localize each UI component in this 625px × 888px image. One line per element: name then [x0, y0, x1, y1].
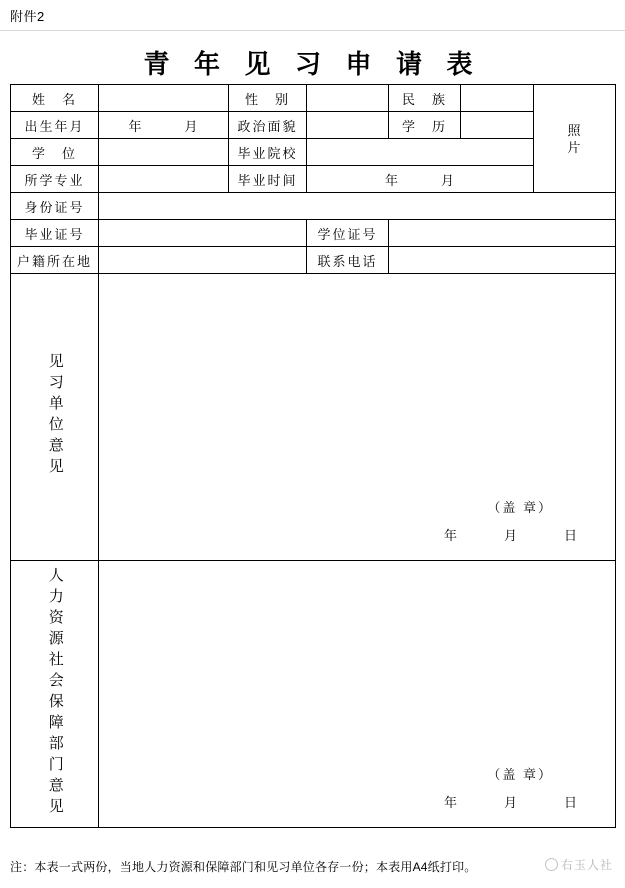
table-row — [11, 166, 616, 193]
table-row-opinion-hrss — [11, 561, 616, 828]
hrss-seal-text: （盖 章） — [487, 767, 553, 782]
header-divider — [0, 30, 625, 31]
hrss-opinion-area[interactable] — [99, 561, 616, 828]
ethnicity-label: 民 族 — [389, 85, 461, 112]
education-value[interactable] — [461, 112, 534, 139]
hrss-opinion-label-cell — [11, 561, 99, 828]
watermark-text: 右玉人社 — [560, 858, 613, 872]
degree-value[interactable] — [99, 139, 229, 166]
internship-unit-date-line: 年 月 日 — [443, 528, 579, 543]
table-row — [11, 220, 616, 247]
graduation-certificate-label: 毕业证号 — [11, 220, 99, 247]
name-value[interactable] — [99, 85, 229, 112]
page-title: 青 年 见 习 申 请 表 — [143, 50, 482, 79]
table-row — [11, 193, 616, 220]
photo-label: 照 片 — [567, 122, 582, 155]
application-form-table — [10, 84, 616, 828]
degree-label: 学 位 — [11, 139, 99, 166]
household-value[interactable] — [99, 247, 307, 274]
table-row — [11, 139, 616, 166]
internship-unit-opinion-label: 见习单位意见 — [46, 352, 64, 479]
graduation-certificate-value[interactable] — [99, 220, 307, 247]
attachment-label: 附件2 — [10, 9, 45, 24]
phone-value[interactable] — [389, 247, 616, 274]
name-label: 姓 名 — [11, 85, 99, 112]
table-row-opinion-internship — [11, 274, 616, 561]
internship-unit-opinion-label-cell — [11, 274, 99, 561]
gender-value[interactable] — [307, 85, 389, 112]
school-label: 毕业院校 — [229, 139, 307, 166]
internship-unit-seal-text: （盖 章） — [487, 500, 553, 515]
id-number-value[interactable] — [99, 193, 616, 220]
internship-unit-opinion-area[interactable] — [99, 274, 616, 561]
graduation-time-value[interactable]: 年 月 — [307, 166, 534, 193]
degree-certificate-label: 学位证号 — [307, 220, 389, 247]
form-note: 注：本表一式两份，当地人力资源和保障部门和见习单位各存一份；本表用A4纸打印。 — [10, 860, 477, 874]
hrss-date-line: 年 月 日 — [443, 795, 579, 810]
watermark-logo-icon — [545, 858, 558, 871]
table-row — [11, 247, 616, 274]
education-label: 学 历 — [389, 112, 461, 139]
major-value[interactable] — [99, 166, 229, 193]
degree-certificate-value[interactable] — [389, 220, 616, 247]
major-label: 所学专业 — [11, 166, 99, 193]
table-row — [11, 112, 616, 139]
birth-value[interactable]: 年 月 — [99, 112, 229, 139]
birth-label: 出生年月 — [11, 112, 99, 139]
phone-label: 联系电话 — [307, 247, 389, 274]
id-number-label: 身份证号 — [11, 193, 99, 220]
watermark — [545, 856, 613, 873]
hrss-opinion-label: 人力资源社会保障部门意见 — [46, 566, 64, 819]
graduation-time-label: 毕业时间 — [229, 166, 307, 193]
household-label: 户籍所在地 — [11, 247, 99, 274]
photo-box[interactable] — [534, 85, 616, 193]
political-status-label: 政治面貌 — [229, 112, 307, 139]
political-status-value[interactable] — [307, 112, 389, 139]
gender-label: 性 别 — [229, 85, 307, 112]
table-row — [11, 85, 616, 112]
school-value[interactable] — [307, 139, 534, 166]
ethnicity-value[interactable] — [461, 85, 534, 112]
